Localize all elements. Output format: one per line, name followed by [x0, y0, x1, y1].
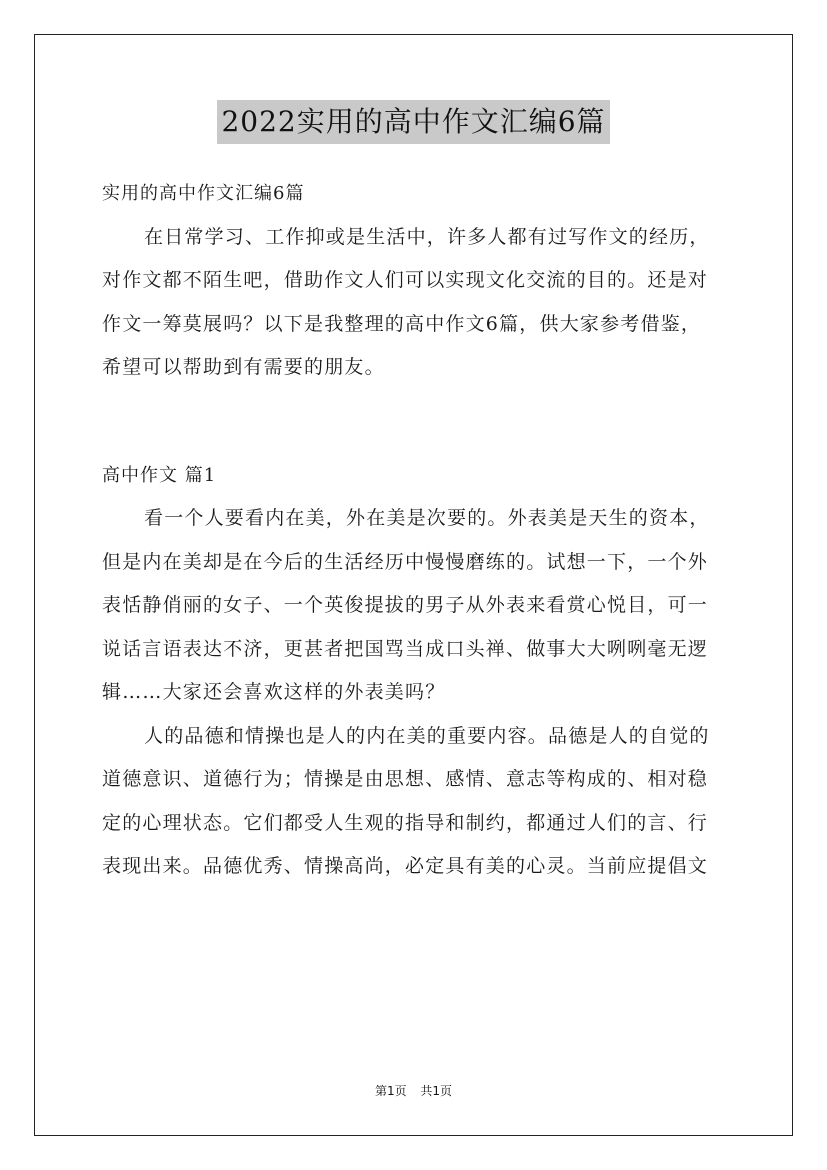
intro-paragraph — [102, 216, 724, 390]
page-footer — [0, 1082, 827, 1099]
paragraph-line: 定的心理状态。它们都受人生观的指导和制约，都通过人们的言、行 — [102, 811, 709, 834]
document-body — [102, 172, 724, 889]
section-heading: 高中作文 篇1 — [102, 464, 217, 486]
section-paragraph — [102, 715, 724, 889]
paragraph-line: 表现出来。品德优秀、情操高尚，必定具有美的心灵。当前应提倡文 — [102, 855, 709, 877]
page-total: 共1页 — [420, 1084, 453, 1098]
intro-line: 在日常学习、工作抑或是生活中，许多人都有过写作文的经历， — [144, 225, 710, 248]
paragraph-line: 道德意识、道德行为；情操是由思想、感情、意志等构成的、相对稳 — [102, 768, 709, 790]
intro-line: 作文一筹莫展吗？以下是我整理的高中作文6篇，供大家参考借鉴， — [102, 312, 702, 335]
page-number: 第1页 — [374, 1084, 407, 1098]
paragraph-line: 表恬静俏丽的女子、一个英俊提拔的男子从外表来看赏心悦目，可一 — [102, 594, 709, 616]
paragraph-line: 辑……大家还会喜欢这样的外表美吗？ — [102, 681, 446, 703]
paragraph-line: 但是内在美却是在今后的生活经历中慢慢磨练的。试想一下，一个外 — [102, 550, 709, 573]
paragraph-line: 说话言语表达不济，更甚者把国骂当成口头禅、做事大大咧咧毫无逻 — [102, 637, 709, 660]
title-container — [0, 100, 827, 144]
intro-line: 对作文都不陌生吧，借助作文人们可以实现文化交流的目的。还是对 — [102, 269, 709, 291]
section-spacer — [102, 390, 724, 454]
document-title: 2022实用的高中作文汇编6篇 — [217, 100, 609, 144]
paragraph-line: 看一个人要看内在美，外在美是次要的。外表美是天生的资本， — [144, 507, 710, 529]
intro-line: 希望可以帮助到有需要的朋友。 — [102, 356, 385, 378]
document-subtitle: 实用的高中作文汇编6篇 — [102, 183, 305, 204]
section-paragraph — [102, 497, 724, 715]
paragraph-line: 人的品德和情操也是人的内在美的重要内容。品德是人的自觉的 — [144, 724, 710, 747]
